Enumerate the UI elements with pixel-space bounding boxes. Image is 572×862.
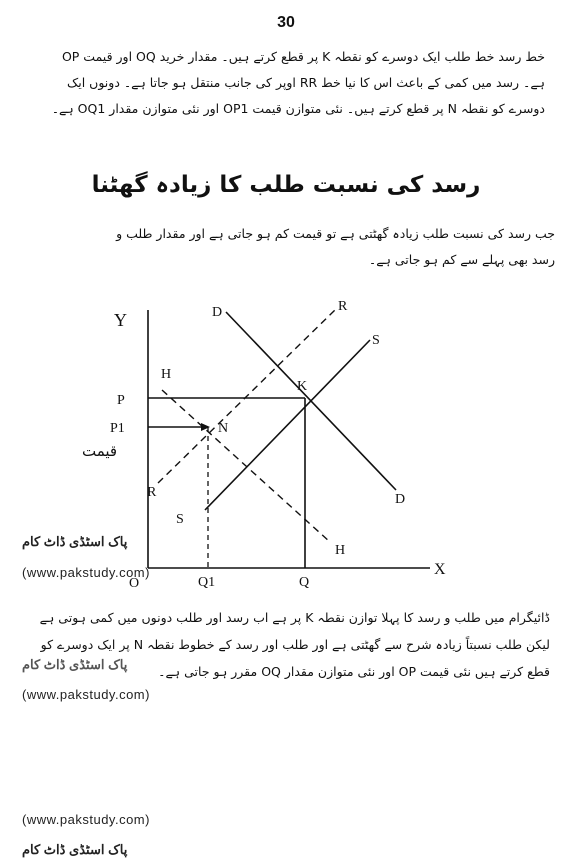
supply-curve-R <box>158 307 338 483</box>
supply-curve-S <box>205 340 370 510</box>
page-number: 30 <box>277 14 295 31</box>
label-p: P <box>117 393 125 408</box>
watermark-url-2: (www.pakstudy.com) <box>22 687 150 702</box>
label-price: قیمت <box>82 442 118 460</box>
watermark-brand-3: پاک اسٹڈی ڈاٹ کام <box>22 842 128 857</box>
label-r-bottom: R <box>147 485 157 500</box>
label-s-bottom: S <box>176 512 184 527</box>
label-x: X <box>434 561 446 578</box>
section-heading: رسد کی نسبت طلب کا زیادہ گھٹنا <box>91 172 481 198</box>
label-k: K <box>297 379 308 394</box>
watermark-url-3: (www.pakstudy.com) <box>22 812 150 827</box>
watermark-brand-1: پاک اسٹڈی ڈاٹ کام <box>22 534 128 549</box>
label-n: N <box>218 421 229 436</box>
watermark-url-1: (www.pakstudy.com) <box>22 565 150 580</box>
watermark-brand-2: پاک اسٹڈی ڈاٹ کام <box>22 657 128 672</box>
label-d-top: D <box>212 305 223 320</box>
label-q: Q <box>299 575 310 590</box>
paragraph-3: ڈائیگرام میں طلب و رسد کا پہلا توازن نقطہ K پر ہے اب رسد اور طلب دونوں میں کمی ہوتی ہے لیکن طلب نسبتاً زیادہ شرح سے گھٹتی ہے اور طلب اور رسد کے خطوط نقطہ N پر ایک دوسرے کو قطع کرتے ہیں نئی قیمت OP اور نئی متوازن مقدار OQ مقرر ہو جاتی ہے۔ <box>39 610 550 679</box>
label-q1: Q1 <box>198 575 216 590</box>
label-r-top: R <box>338 299 348 314</box>
label-s-top: S <box>372 333 380 348</box>
paragraph-1: خط رسد خط طلب ایک دوسرے کو نقطہ K پر قطع کرتے ہیں۔ مقدار خرید OQ اور قیمت OP ہے۔ رسد میں کمی کے باعث اس کا نیا خط RR اوپر کی جانب منتقل ہو جاتا ہے۔ دونوں ایک دوسرے کو نقطہ N پر قطع کرتے ہیں۔ نئی متوازن قیمت OP1 اور نئی متوازن مقدار OQ1 ہے۔ <box>51 49 545 116</box>
label-p1: P1 <box>110 421 125 436</box>
label-h-bottom: H <box>335 543 346 558</box>
label-h-top: H <box>161 367 172 382</box>
label-d-bottom: D <box>395 492 406 507</box>
paragraph-2: جب رسد کی نسبت طلب زیادہ گھٹتی ہے تو قیمت کم ہو جاتی ہے اور مقدار طلب و رسد بھی پہلے سے کم ہو جاتی ہے۔ <box>116 226 555 267</box>
label-y: Y <box>114 310 127 330</box>
label-o: O <box>129 576 140 590</box>
